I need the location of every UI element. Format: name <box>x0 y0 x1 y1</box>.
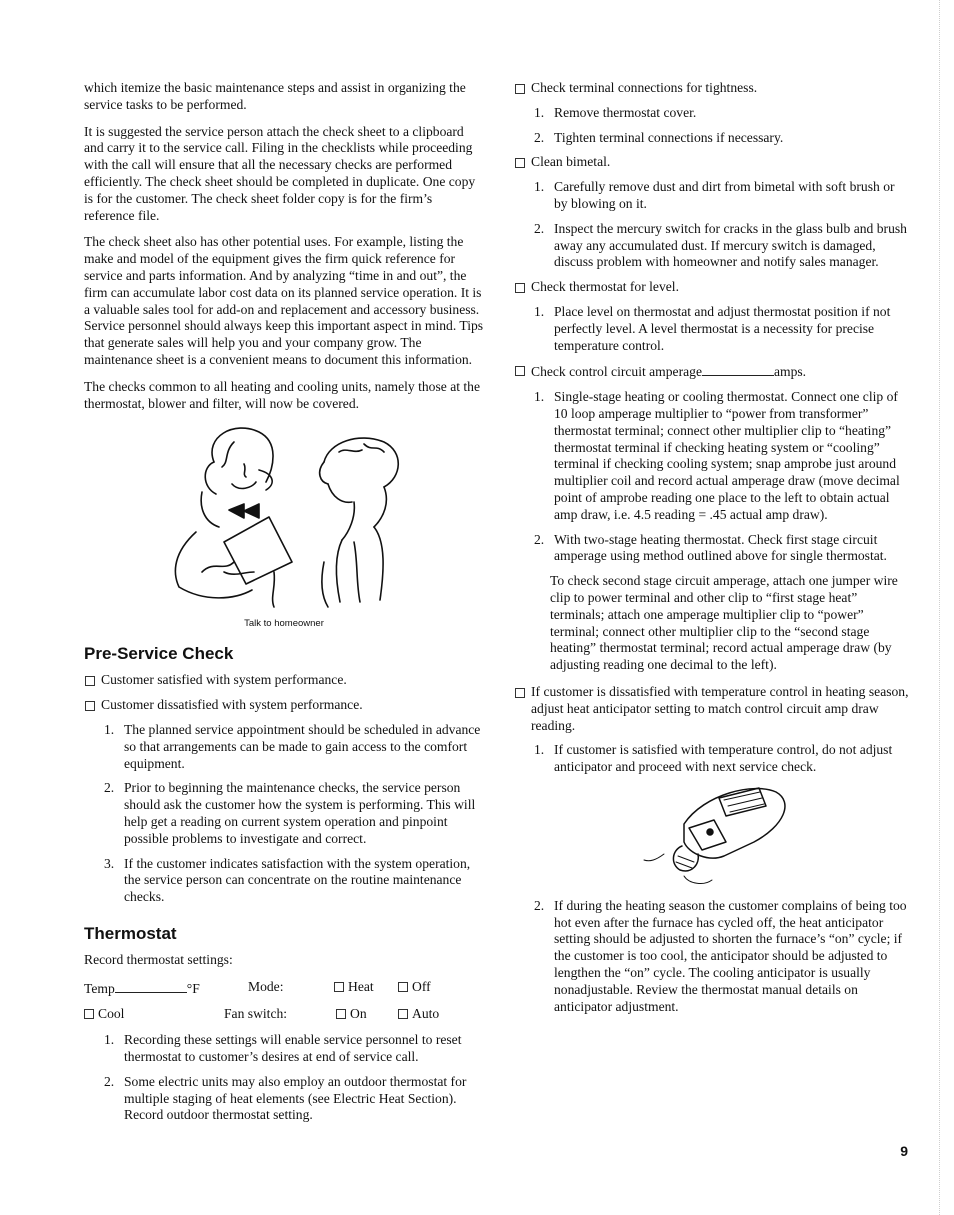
item-number: 2. <box>534 897 545 913</box>
item-number: 1. <box>534 742 545 758</box>
cool-label: Cool <box>98 1005 125 1021</box>
on-option[interactable] <box>336 1006 398 1023</box>
intro-paragraph: which itemize the basic maintenance steps and assist in organizing the service tasks to be performed. <box>84 80 466 112</box>
checkbox[interactable] <box>85 701 95 711</box>
right-column <box>514 80 910 1023</box>
auto-label: Auto <box>412 1005 440 1021</box>
section-heading-preservice: Pre-Service Check <box>84 644 234 664</box>
checkbox[interactable] <box>515 283 525 293</box>
checkbox[interactable] <box>515 688 525 698</box>
list-item <box>514 898 910 1016</box>
checkbox-label: Clean bimetal. <box>531 154 611 170</box>
list-item <box>84 1074 484 1124</box>
list-item <box>514 179 910 213</box>
item-number: 3. <box>104 855 115 871</box>
list-item <box>514 742 910 776</box>
list-item <box>84 722 484 772</box>
item-text: If during the heating season the customer complains of being too hot even after the furnace has cycled off, the heat anticipator setting should be adjusted to shorten the furnace’s “on” cycle; if the customer is too cool, the anticipator should be adjusted to lengthen the “on” cycle. The cooling anticipator is usually nonadjustable. Review the thermostat manual details on anticipator adjustment. <box>554 897 907 1014</box>
talk-to-homeowner-drawing <box>84 422 484 612</box>
checkbox-label: Customer satisfied with system performance. <box>101 672 347 688</box>
temp-unit: °F <box>186 980 200 996</box>
item-number: 1. <box>534 389 545 405</box>
section-heading-thermostat: Thermostat <box>84 923 177 943</box>
item-number: 2. <box>104 1073 115 1089</box>
list-item <box>514 130 910 147</box>
item-text: Some electric units may also employ an outdoor thermostat for multiple staging of heat elements (see Electric Heat Section). Record outdoor thermostat setting. <box>124 1073 467 1123</box>
item-text: Tighten terminal connections if necessary. <box>554 129 784 145</box>
auto-option[interactable] <box>398 1006 439 1023</box>
homeowner-illustration <box>84 422 484 632</box>
second-stage-paragraph: To check second stage circuit amperage, attach one jumper wire clip to power terminal and other clip to “first stage heat” terminals; attach one amperage multiplier clip to “power” terminal; connect other multiplier clip to the “second stage heating” thermostat terminal; record actual amperage draw (by adjusting reading one decimal to the left). <box>550 573 898 673</box>
list-item <box>514 389 910 523</box>
heat-option[interactable] <box>334 979 398 998</box>
checkbox[interactable] <box>336 1009 346 1019</box>
checkbox[interactable] <box>84 1009 94 1019</box>
checkbox[interactable] <box>515 84 525 94</box>
intro-paragraph: It is suggested the service person attach the check sheet to a clipboard and carry it to the service call. Filing in the checklists while proceeding with the call will ensure that all the necessary checks are performed efficiently. The check sheet should be completed in duplicate. One copy is for the customer. The check sheet folder copy is for the firm’s reference file. <box>84 123 476 223</box>
item-number: 2. <box>534 220 545 236</box>
item-number: 2. <box>534 531 545 547</box>
checkbox-item <box>514 684 910 734</box>
record-settings-text: Record thermostat settings: <box>84 951 233 967</box>
mode-label: Mode: <box>248 978 284 994</box>
heat-label: Heat <box>348 978 374 994</box>
temp-blank[interactable] <box>115 979 187 993</box>
item-number: 1. <box>534 104 545 120</box>
checkbox[interactable] <box>398 982 408 992</box>
list-item <box>514 221 910 271</box>
checkbox[interactable] <box>515 366 525 376</box>
item-number: 1. <box>104 721 115 737</box>
item-text: Remove thermostat cover. <box>554 104 697 120</box>
checkbox[interactable] <box>334 982 344 992</box>
amperage-unit: amps. <box>773 364 807 380</box>
checkbox-label: If customer is dissatisfied with temperature control in heating season, adjust heat anticipator setting to match control circuit amp draw reading. <box>531 683 909 733</box>
page-number: 9 <box>900 1143 908 1159</box>
checkbox-item <box>514 154 910 171</box>
temp-label: Temp <box>84 980 115 996</box>
item-text: The planned service appointment should be scheduled in advance so that arrangements can be made to gain access to the comfort equipment. <box>124 721 481 771</box>
item-number: 1. <box>104 1032 115 1048</box>
fan-switch-label: Fan switch: <box>224 1005 288 1021</box>
checkbox-label: Check terminal connections for tightness. <box>531 80 758 95</box>
intro-paragraph: The check sheet also has other potential uses. For example, listing the make and model of the equipment gives the firm quick reference for service and parts information. And by analyzing “time in and out”, the firm can accumulate labor cost data on its planned service operation. It is a valuable sales tool for add-on and replacement and accessory business. Service personnel should always keep this important aspect in mind. Tips that generate sales will help you and your company grow. The maintenance sheet is a convenient means to document this information. <box>84 234 484 367</box>
item-text: Place level on thermostat and adjust thermostat position if not perfectly level. A level thermostat is a necessity for precise temperature control. <box>554 303 891 353</box>
checkbox-item <box>84 672 484 689</box>
item-number: 1. <box>534 303 545 319</box>
on-label: On <box>350 1005 367 1021</box>
list-item <box>514 105 910 122</box>
checkbox-item <box>514 362 910 381</box>
checkbox-item <box>84 697 484 714</box>
figure-caption: Talk to homeowner <box>244 617 324 629</box>
off-option[interactable] <box>398 979 431 998</box>
checkbox-item <box>514 279 910 296</box>
temp-field <box>84 979 248 998</box>
amperage-label: Check control circuit amperage <box>531 364 702 380</box>
item-text: Inspect the mercury switch for cracks in the glass bulb and brush away any accumulated dust. If mercury switch is damaged, discuss problem with homeowner and notify sales manager. <box>554 220 907 270</box>
list-item <box>84 856 484 906</box>
heat-anticipator-drawing <box>514 784 910 888</box>
cool-option[interactable] <box>84 1006 224 1023</box>
checkbox-label: Check thermostat for level. <box>531 279 679 295</box>
checkbox[interactable] <box>85 676 95 686</box>
item-text: Prior to beginning the maintenance checks, the service person should ask the customer how the system is performing. This will help get a reading on current system operation and pinpoint possible problems to investigate and correct. <box>124 780 476 846</box>
settings-row-cool-fan <box>84 1006 484 1023</box>
checkbox[interactable] <box>515 158 525 168</box>
off-label: Off <box>412 978 431 994</box>
left-column <box>84 80 484 1132</box>
item-text: Carefully remove dust and dirt from bimetal with soft brush or by blowing on it. <box>554 179 895 211</box>
item-text: With two-stage heating thermostat. Check first stage circuit amperage using method outlined above for single thermostat. <box>554 531 887 564</box>
item-number: 2. <box>534 129 545 145</box>
list-item <box>84 1032 484 1066</box>
list-item <box>514 304 910 354</box>
intro-paragraph: The checks common to all heating and cooling units, namely those at the thermostat, blower and filter, will now be covered. <box>84 378 481 411</box>
anticipator-illustration <box>514 784 910 888</box>
item-text: If customer is satisfied with temperature control, do not adjust anticipator and proceed with next service check. <box>554 742 893 775</box>
item-text: If the customer indicates satisfaction with the system operation, the service person can concentrate on the routine maintenance checks. <box>124 855 471 905</box>
list-item <box>514 532 910 566</box>
checkbox[interactable] <box>398 1009 408 1019</box>
checkbox-label: Customer dissatisfied with system performance. <box>101 697 363 713</box>
item-number: 1. <box>534 179 545 195</box>
page-edge <box>939 0 940 1215</box>
item-number: 2. <box>104 780 115 796</box>
checkbox-label <box>531 362 806 381</box>
checkbox-item <box>514 80 910 97</box>
amperage-blank[interactable] <box>702 362 774 376</box>
settings-row-temp-mode <box>84 979 484 998</box>
item-text: Single-stage heating or cooling thermostat. Connect one clip of 10 loop amperage multiplier to “power from transformer” thermostat terminal; connect other multiplier clip to “heating” thermostat terminal if checking heating system or “cooling” terminal if checking cooling system; snap amprobe just around multiplier coil and record actual amperage draw (move decimal point of amprobe reading one place to the left to obtain actual amp draw, i.e. 4.5 reading = .45 actual amp draw). <box>554 389 900 522</box>
item-text: Recording these settings will enable service personnel to reset thermostat to customer’s desires at end of service call. <box>124 1032 462 1065</box>
list-item <box>84 780 484 847</box>
